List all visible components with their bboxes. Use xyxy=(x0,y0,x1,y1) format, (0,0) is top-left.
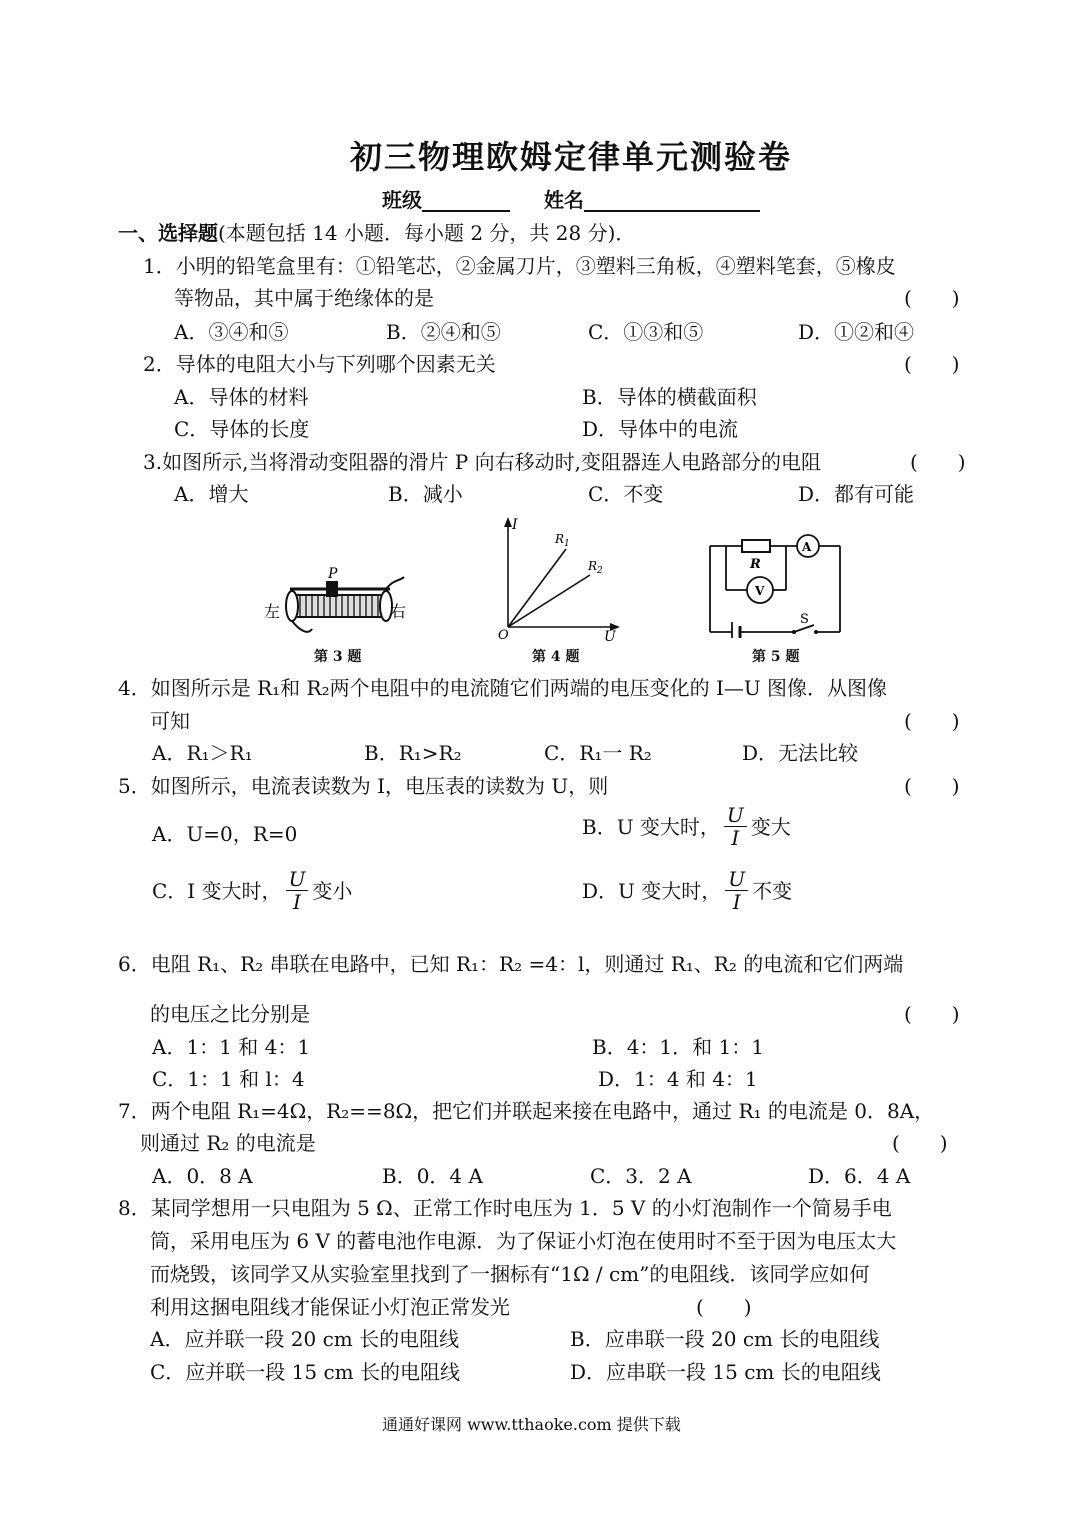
q1-option-b[interactable]: B．②④和⑤ xyxy=(386,320,501,344)
fig3-left-label: 左 xyxy=(264,602,281,621)
question-2-stem: 2．导体的电阻大小与下列哪个因素无关 xyxy=(143,352,496,376)
fig4-u-label: U xyxy=(604,629,616,645)
q3-option-c[interactable]: C．不变 xyxy=(588,482,664,506)
answer-bracket-4[interactable]: ( ) xyxy=(904,709,960,733)
page-title: 初三物理欧姆定律单元测验卷 xyxy=(350,138,793,176)
answer-bracket-1[interactable]: ( ) xyxy=(904,286,960,310)
figure-5-caption: 第 5 题 xyxy=(752,649,800,665)
q5-option-c[interactable]: C．I 变大时， $\frac{U}{I}$ 变小 xyxy=(152,867,353,914)
question-6-line2: 的电压之比分别是 xyxy=(150,1002,310,1026)
answer-bracket-7[interactable]: ( ) xyxy=(892,1131,948,1155)
q3-option-a[interactable]: A．增大 xyxy=(174,482,249,506)
q2-option-c[interactable]: C．导体的长度 xyxy=(174,417,310,441)
answer-bracket-2[interactable]: ( ) xyxy=(904,352,960,376)
q7-option-c[interactable]: C．3．2 A xyxy=(590,1164,692,1188)
q7-option-b[interactable]: B．0．4 A xyxy=(382,1164,483,1188)
q8-option-d[interactable]: D．应串联一段 15 cm 长的电阻线 xyxy=(570,1360,881,1384)
fig5-r-label: R xyxy=(750,557,761,572)
question-4-line2: 可知 xyxy=(150,709,190,733)
q5-option-d[interactable]: D．U 变大时， $\frac{U}{I}$ 不变 xyxy=(582,867,793,914)
answer-bracket-6[interactable]: ( ) xyxy=(904,1002,960,1026)
fig4-r1-label: $R_1$ xyxy=(555,532,570,549)
question-6-line1: 6．电阻 R₁、R₂ 串联在电路中，已知 R₁：R₂ =4：l，则通过 R₁、R₂ 的电流和它们两端 xyxy=(118,952,904,976)
q8-option-c[interactable]: C．应并联一段 15 cm 长的电阻线 xyxy=(150,1360,460,1384)
fig5-voltmeter-label: V xyxy=(755,584,765,598)
q8-option-a[interactable]: A．应并联一段 20 cm 长的电阻线 xyxy=(150,1327,460,1351)
answer-bracket-5[interactable]: ( ) xyxy=(904,774,960,798)
q6-option-c[interactable]: C．1：1 和 l：4 xyxy=(152,1067,305,1091)
q8-option-b[interactable]: B．应串联一段 20 cm 长的电阻线 xyxy=(570,1327,880,1351)
q6-option-a[interactable]: A．1：1 和 4：1 xyxy=(152,1035,311,1059)
fig4-i-label: I xyxy=(512,517,518,533)
answer-bracket-8[interactable]: ( ) xyxy=(696,1295,752,1319)
q1-option-d[interactable]: D．①②和④ xyxy=(798,320,915,344)
q6-option-d[interactable]: D．1：4 和 4：1 xyxy=(598,1067,758,1091)
section-heading: 一、选择题(本题包括 14 小题．每小题 2 分，共 28 分)． xyxy=(118,221,636,245)
question-5-stem: 5．如图所示，电流表读数为 I，电压表的读数为 U，则 xyxy=(118,774,609,798)
q3-option-d[interactable]: D．都有可能 xyxy=(798,482,915,506)
answer-bracket-3[interactable]: ( ) xyxy=(910,450,966,474)
figure-3-caption: 第 3 题 xyxy=(314,649,362,665)
figure-4-caption: 第 4 题 xyxy=(532,649,580,665)
figure-5-circuit xyxy=(702,530,848,638)
q3-option-b[interactable]: B．减小 xyxy=(388,482,463,506)
q4-option-a[interactable]: A．R₁＞R₁ xyxy=(152,741,253,765)
question-8-line2: 筒，采用电压为 6 V 的蓄电池作电源．为了保证小灯泡在使用时不至于因为电压太大 xyxy=(150,1229,897,1253)
q4-option-b[interactable]: B．R₁>R₂ xyxy=(364,741,462,765)
fig4-r2-label: $R_2$ xyxy=(588,559,603,576)
q1-option-a[interactable]: A．③④和⑤ xyxy=(174,320,289,344)
q5-option-b[interactable]: B．U 变大时， $\frac{U}{I}$ 变大 xyxy=(582,803,791,850)
footer-text: 通通好课网 www.tthaoke.com 提供下载 xyxy=(382,1415,681,1434)
q4-option-c[interactable]: C．R₁一 R₂ xyxy=(544,741,652,765)
q6-option-b[interactable]: B．4：1．和 1：1 xyxy=(592,1035,764,1059)
q5-option-a[interactable]: A．U=0，R=0 xyxy=(152,822,298,846)
fig5-switch-label: S xyxy=(800,612,809,627)
class-blank[interactable] xyxy=(422,190,510,212)
question-8-line1: 8．某同学想用一只电阻为 5 Ω、正常工作时电压为 1．5 V 的小灯泡制作一个简易手电 xyxy=(118,1196,892,1220)
fig4-origin-label: O xyxy=(498,628,509,643)
question-7-line1: 7．两个电阻 R₁=4Ω，R₂==8Ω，把它们并联起来接在电路中，通过 R₁ 的电流是 0．8A， xyxy=(118,1099,935,1123)
figure-3-rheostat xyxy=(262,565,412,647)
question-1-line1: 1．小明的铅笔盒里有：①铅笔芯，②金属刀片，③塑料三角板，④塑料笔套，⑤橡皮 xyxy=(143,254,896,278)
q7-option-d[interactable]: D．6．4 A xyxy=(808,1164,911,1188)
question-1-line2: 等物品，其中属于绝缘体的是 xyxy=(174,286,434,310)
name-blank[interactable] xyxy=(584,190,760,212)
fraction-u-over-i: $\frac{U}{I}$ xyxy=(725,868,748,913)
q2-option-d[interactable]: D．导体中的电流 xyxy=(582,417,739,441)
q2-option-b[interactable]: B．导体的横截面积 xyxy=(582,385,757,409)
q7-option-a[interactable]: A．0．8 A xyxy=(152,1164,253,1188)
class-label: 班级 xyxy=(382,188,422,212)
figure-4-iu-graph xyxy=(492,515,622,645)
question-7-line2: 则通过 R₂ 的电流是 xyxy=(140,1131,316,1155)
q2-option-a[interactable]: A．导体的材料 xyxy=(174,385,309,409)
q1-option-c[interactable]: C．①③和⑤ xyxy=(588,320,704,344)
question-3-stem: 3.如图所示,当将滑动变阻器的滑片 P 向右移动时,变阻器连人电路部分的电阻 xyxy=(143,450,821,474)
fraction-u-over-i: $\frac{U}{I}$ xyxy=(724,804,747,849)
fig3-p-label: P xyxy=(328,566,338,582)
name-label: 姓名 xyxy=(543,188,584,212)
question-4-line1: 4．如图所示是 R₁和 R₂两个电阻中的电流随它们两端的电压变化的 I—U 图像．从图像 xyxy=(118,676,888,700)
header-fields xyxy=(382,188,760,212)
fig3-right-label: 右 xyxy=(390,602,407,621)
question-8-line4: 利用这捆电阻线才能保证小灯泡正常发光 xyxy=(150,1295,510,1319)
fig5-ammeter-label: A xyxy=(802,540,812,554)
fraction-u-over-i: $\frac{U}{I}$ xyxy=(286,868,309,913)
question-8-line3: 而烧毁，该同学又从实验室里找到了一捆标有“1Ω / cm”的电阻线．该同学应如何 xyxy=(150,1262,870,1286)
q4-option-d[interactable]: D．无法比较 xyxy=(742,741,859,765)
